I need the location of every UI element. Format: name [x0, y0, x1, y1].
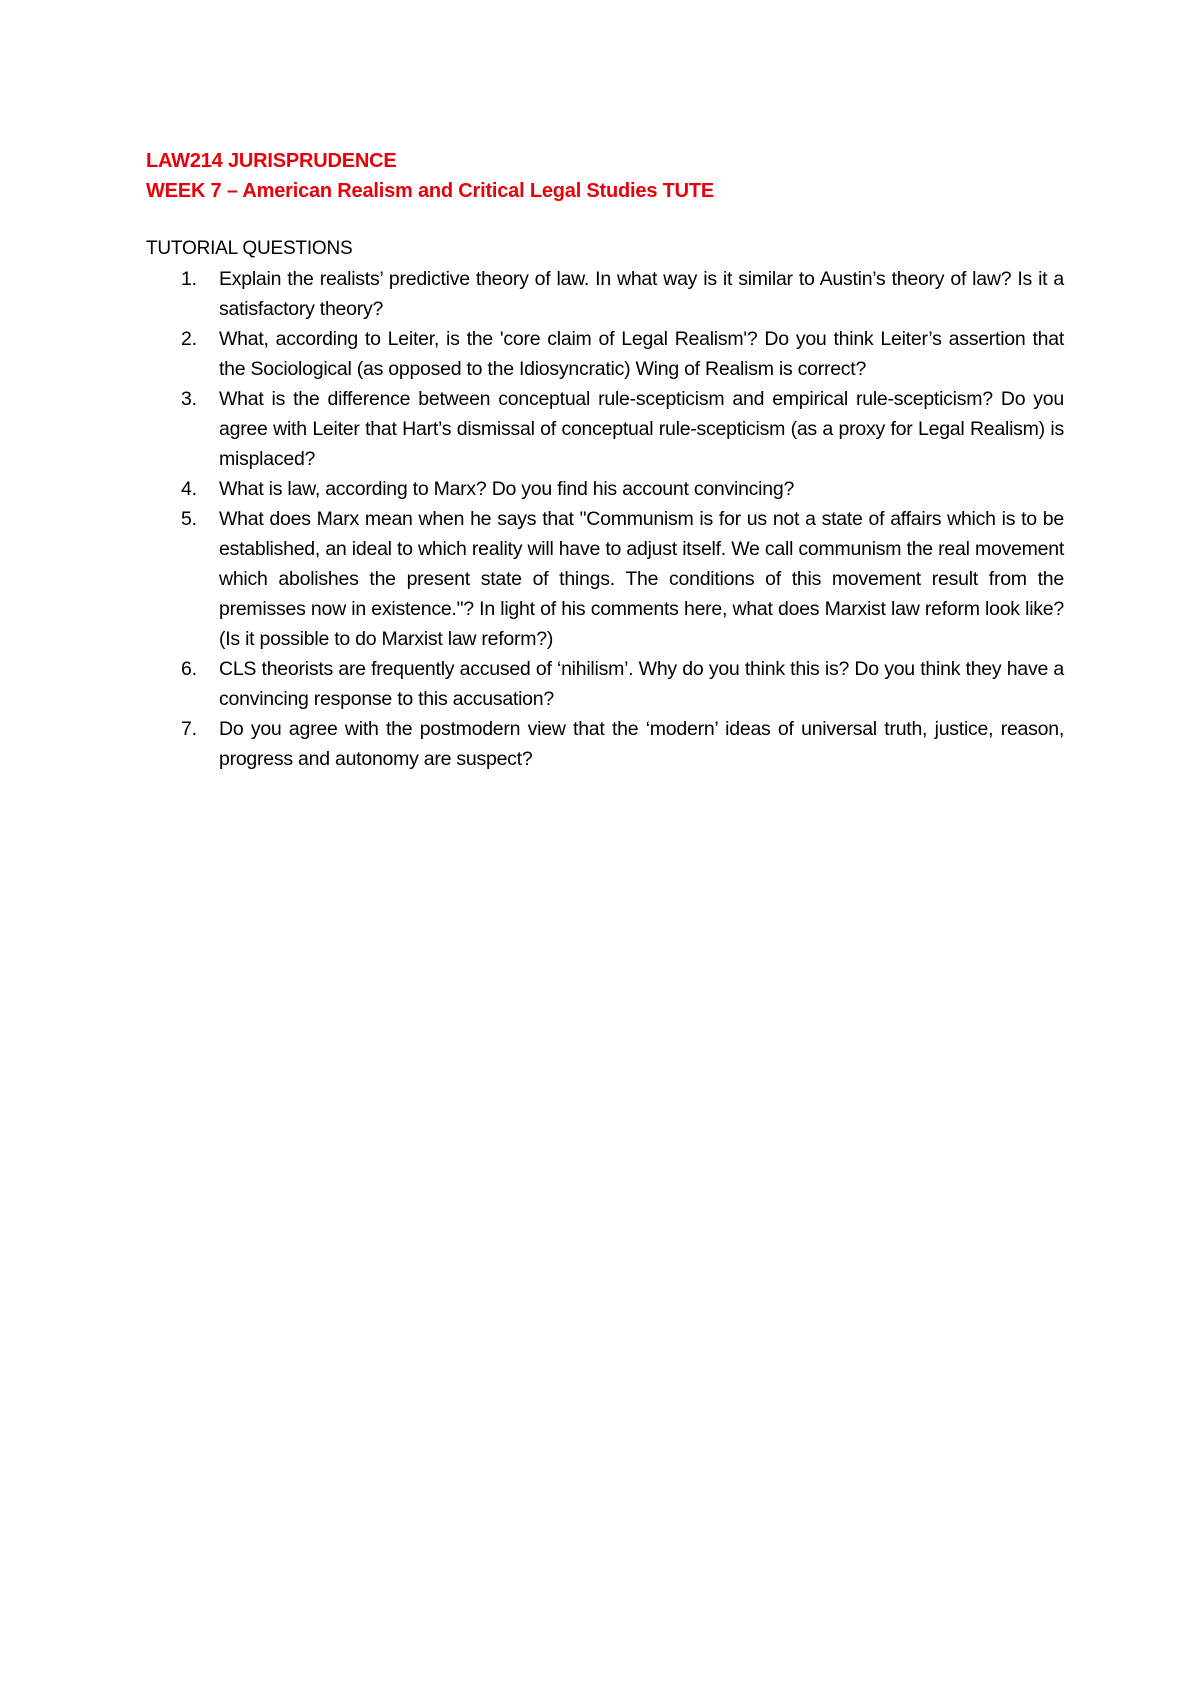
question-item: [146, 504, 1064, 654]
question-number: 2.: [181, 328, 197, 350]
question-number: 1.: [181, 268, 197, 290]
questions-list: [146, 264, 1064, 774]
question-item: [146, 384, 1064, 474]
question-number: 6.: [181, 658, 197, 680]
question-text: Do you agree with the postmodern view that the ‘modern’ ideas of universal truth, justice, reason, progress and autonomy are suspect?: [219, 718, 1064, 770]
week-title: WEEK 7 – American Realism and Critical Legal Studies TUTE: [146, 180, 715, 202]
question-item: [146, 474, 1064, 504]
question-text: What does Marx mean when he says that "Communism is for us not a state of affairs which is to be established, an ideal to which reality will have to adjust itself. We call communism the real movement which abolishes the present state of things. The conditions of this movement result from the premisses now in existence."? In light of his comments here, what does Marxist law reform look like? (Is it possible to do Marxist law reform?): [219, 508, 1064, 650]
question-item: [146, 714, 1064, 774]
question-text: What is law, according to Marx? Do you find his account convincing?: [219, 478, 795, 500]
question-item: [146, 654, 1064, 714]
course-title: LAW214 JURISPRUDENCE: [146, 150, 397, 172]
question-item: [146, 324, 1064, 384]
question-text: What, according to Leiter, is the 'core claim of Legal Realism'? Do you think Leiter’s assertion that the Sociological (as opposed to the Idiosyncratic) Wing of Realism is correct?: [219, 328, 1064, 380]
document-content: [146, 146, 1064, 774]
heading-spacer: [146, 206, 1064, 234]
question-text: What is the difference between conceptual rule-scepticism and empirical rule-scepticism? Do you agree with Leiter that Hart’s dismissal of conceptual rule-scepticism (as a proxy for Legal Realism) is misplaced?: [219, 388, 1064, 470]
question-number: 4.: [181, 478, 197, 500]
question-number: 5.: [181, 508, 197, 530]
question-number: 7.: [181, 718, 197, 740]
question-text: CLS theorists are frequently accused of ‘nihilism’. Why do you think this is? Do you think they have a convincing response to this accusation?: [219, 658, 1064, 710]
question-text: Explain the realists’ predictive theory of law. In what way is it similar to Austin’s theory of law? Is it a satisfactory theory?: [219, 268, 1064, 320]
question-number: 3.: [181, 388, 197, 410]
question-item: [146, 264, 1064, 324]
section-title: TUTORIAL QUESTIONS: [146, 238, 353, 259]
